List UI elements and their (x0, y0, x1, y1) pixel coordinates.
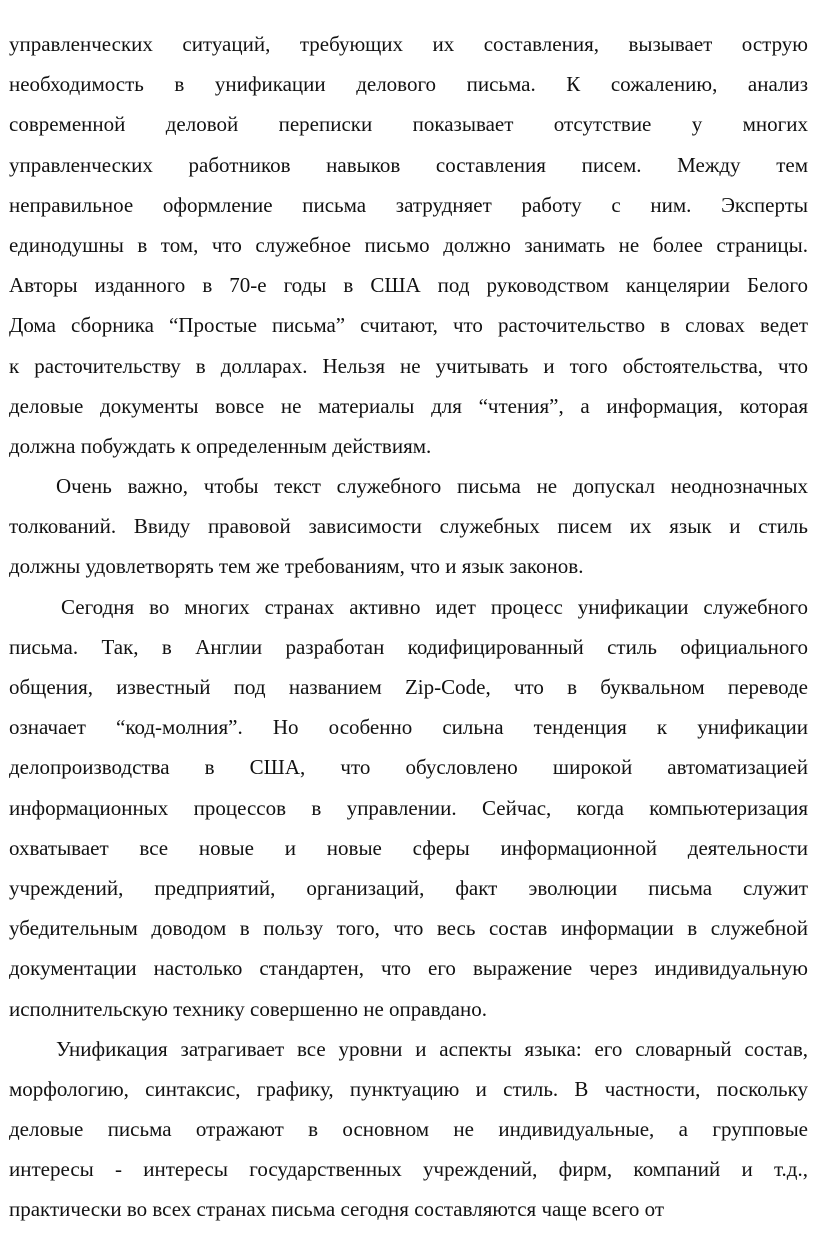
text-line: управленческих работников навыков составления писем. Между тем (9, 152, 808, 177)
paragraph-1 (9, 24, 808, 466)
text-line: Дома сборника “Простые письма” считают, что расточительство в словах ведет (9, 313, 808, 338)
text-line: Очень важно, чтобы текст служебного письма не допускал неоднозначных (56, 474, 808, 499)
text-line: общения, известный под названием Zip-Code, что в буквальном переводе (9, 675, 808, 699)
text-line: деловые письма отражают в основном не индивидуальные, а групповые (9, 1117, 808, 1142)
text-line: интересы - интересы государственных учреждений, фирм, компаний и т.д., (9, 1157, 808, 1182)
text-line: практически во всех странах письма сегодня составляются чаще всего от (9, 1197, 665, 1222)
text-line: Унификация затрагивает все уровни и аспекты языка: его словарный состав, (56, 1036, 808, 1061)
text-line: необходимость в унификации делового письма. К сожалению, анализ (9, 72, 808, 97)
text-line: охватывает все новые и новые сферы информационной деятельности (9, 835, 808, 860)
text-line: исполнительскую технику совершенно не оправдано. (9, 996, 487, 1021)
text-line: Сегодня во многих странах активно идет процесс унификации служебного (61, 594, 808, 619)
paragraph-2 (9, 466, 808, 587)
text-line: управленческих ситуаций, требующих их составления, вызывает острую (9, 32, 808, 56)
text-line: толкований. Ввиду правовой зависимости служебных писем их язык и стиль (9, 514, 808, 539)
text-line: делопроизводства в США, что обусловлено широкой автоматизацией (9, 755, 808, 780)
text-line: должна побуждать к определенным действиям. (9, 433, 432, 458)
text-line: морфологию, синтаксис, графику, пунктуацию и стиль. В частности, поскольку (9, 1076, 808, 1101)
text-line: информационных процессов в управлении. Сейчас, когда компьютеризация (9, 795, 808, 820)
text-line: документации настолько стандартен, что его выражение через индивидуальную (9, 956, 808, 981)
text-line: неправильное оформление письма затрудняет работу с ним. Эксперты (9, 192, 808, 217)
text-line: Авторы изданного в 70-е годы в США под руководством канцелярии Белого (9, 273, 808, 298)
text-line: учреждений, предприятий, организаций, факт эволюции письма служит (9, 875, 808, 900)
paragraph-4 (9, 1029, 808, 1230)
text-line: означает “код-молния”. Но особенно сильна тенденция к унификации (9, 715, 808, 740)
text-line: письма. Так, в Англии разработан кодифицированный стиль официального (9, 634, 808, 659)
text-line: убедительным доводом в пользу того, что весь состав информации в служебной (9, 916, 808, 941)
text-line: к расточительству в долларах. Нельзя не учитывать и того обстоятельства, что (9, 353, 808, 378)
text-line: единодушны в том, что служебное письмо должно занимать не более страницы. (9, 232, 808, 257)
text-line: деловые документы вовсе не материалы для “чтения”, а информация, которая (9, 393, 808, 418)
text-line: должны удовлетворять тем же требованиям, что и язык законов. (9, 554, 584, 579)
text-line: современной деловой переписки показывает отсутствие у многих (9, 112, 808, 137)
paragraph-3 (9, 587, 808, 1029)
